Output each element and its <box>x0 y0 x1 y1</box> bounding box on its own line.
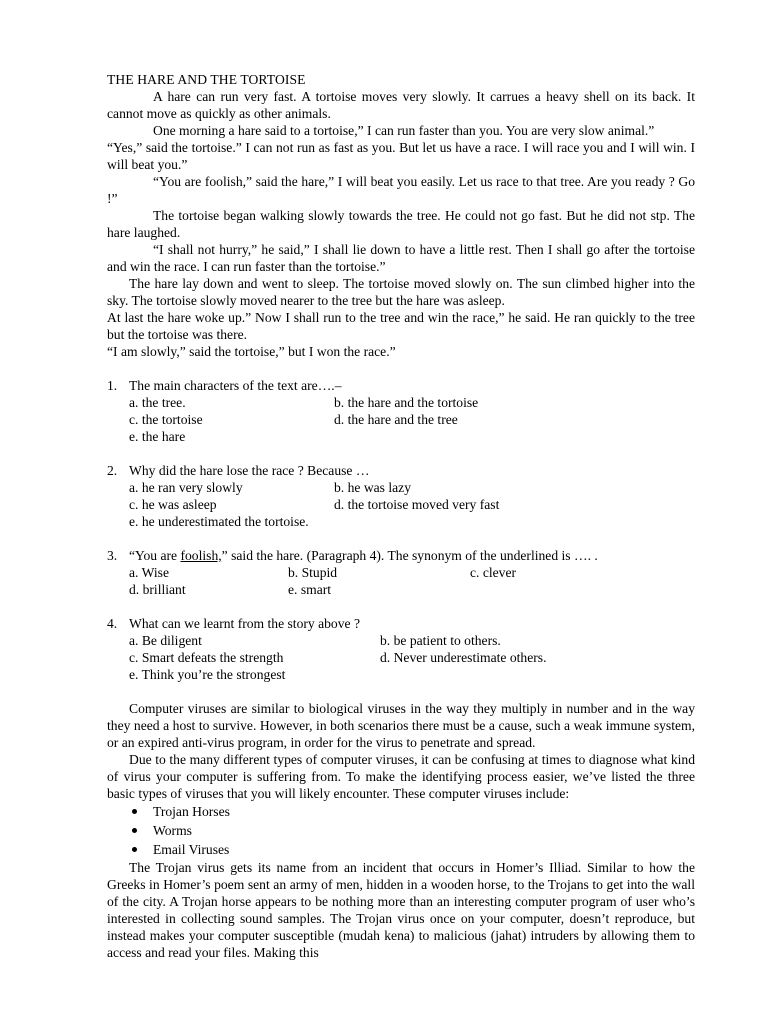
bullet-icon <box>132 847 137 852</box>
virus-paragraph: Due to the many different types of computer viruses, it can be confusing at times to diagnose what kind of virus your computer is suffering from. To make the identifying process easier, we’ve listed the three basic types of viruses that you will likely encounter. These computer viruses include: <box>107 752 695 801</box>
list-item <box>107 802 695 821</box>
underlined-word: foolish, <box>180 548 222 563</box>
question-number: 3. <box>107 548 118 563</box>
option-e: e. smart <box>288 582 332 597</box>
virus-paragraph: The Trojan virus gets its name from an incident that occurs in Homer’s Illiad. Similar to how the Greeks in Homer’s poem sent an army of men, hidden in a wooden horse, to the Trojans to get into the wall of the city. A Trojan horse appears to be nothing more than an interesting computer program of user who’s interested in collecting sound samples. The Trojan virus once on your computer, doesn’t reproduce, but instead makes your computer susceptible (mudah kena) to malicious (jahat) intruders by allowing them to access and read your files. Making this <box>107 860 695 960</box>
document-page <box>107 71 695 961</box>
question-3 <box>107 547 695 598</box>
answer-options <box>129 394 695 445</box>
story-title: THE HARE AND THE TORTOISE <box>107 72 306 87</box>
virus-type-list <box>107 802 695 859</box>
story-paragraph: “You are foolish,” said the hare,” I will beat you easily. Let us race to that tree. Are you ready ? Go !” <box>107 174 695 206</box>
option-d: d. the hare and the tree <box>334 412 458 427</box>
option-a: a. the tree. <box>129 395 186 410</box>
story-paragraph: A hare can run very fast. A tortoise moves very slowly. It carrues a heavy shell on its back. It cannot move as quickly as other animals. <box>107 89 695 121</box>
list-item <box>107 821 695 840</box>
option-d: d. the tortoise moved very fast <box>334 497 500 512</box>
story-paragraph: “I am slowly,” said the tortoise,” but I won the race.” <box>107 344 396 359</box>
bullet-icon <box>132 809 137 814</box>
story-paragraph: “Yes,” said the tortoise.” I can not run as fast as you. But let us have a race. I will race you and I will win. I will beat you.” <box>107 140 695 172</box>
option-c: c. he was asleep <box>129 497 217 512</box>
virus-paragraph: Computer viruses are similar to biological viruses in the way they multiply in number and in the way they need a host to survive. However, in both scenarios there must be a cause, such a weak immune system, or an expired anti-virus program, in order for the virus to penetrate and spread. <box>107 701 695 750</box>
question-text: Why did the hare lose the race ? Because … <box>129 463 370 478</box>
answer-options <box>129 564 695 598</box>
story-paragraph: At last the hare woke up.” Now I shall run to the tree and win the race,” he said. He ran quickly to the tree but the tortoise was there. <box>107 310 695 342</box>
option-a: a. he ran very slowly <box>129 480 243 495</box>
list-item-label: Email Viruses <box>153 842 230 857</box>
story-paragraph: The hare lay down and went to sleep. The tortoise moved slowly on. The sun climbed higher into the sky. The tortoise slowly moved nearer to the tree but the hare was asleep. <box>107 276 695 308</box>
option-a: a. Be diligent <box>129 633 202 648</box>
option-b: b. he was lazy <box>334 480 412 495</box>
question-number: 2. <box>107 463 118 478</box>
option-b: b. the hare and the tortoise <box>334 395 479 410</box>
option-c: c. clever <box>470 565 517 580</box>
question-text: The main characters of the text are….– <box>129 378 342 393</box>
option-e: e. the hare <box>129 429 186 444</box>
question-number: 1. <box>107 378 118 393</box>
option-c: c. the tortoise <box>129 412 203 427</box>
question-text-end: ” said the hare. (Paragraph 4). The synonym of the underlined is …. . <box>221 548 598 563</box>
story-paragraph: One morning a hare said to a tortoise,” I can run faster than you. You are very slow animal.” <box>153 123 655 138</box>
answer-options <box>129 479 695 530</box>
option-e: e. he underestimated the tortoise. <box>129 514 309 529</box>
list-item-label: Trojan Horses <box>153 804 230 819</box>
option-b: b. Stupid <box>288 565 338 580</box>
list-item-label: Worms <box>153 823 192 838</box>
question-number: 4. <box>107 616 118 631</box>
question-2 <box>107 462 695 530</box>
option-e: e. Think you’re the strongest <box>129 667 286 682</box>
bullet-icon <box>132 828 137 833</box>
question-4 <box>107 615 695 683</box>
option-b: b. be patient to others. <box>380 633 501 648</box>
story-paragraph: “I shall not hurry,” he said,” I shall lie down to have a little rest. Then I shall go after the tortoise and win the race. I can run faster than the tortoise.” <box>107 242 695 274</box>
answer-options <box>129 632 695 683</box>
question-text <box>129 547 695 564</box>
option-d: d. brilliant <box>129 582 186 597</box>
question-1 <box>107 377 695 445</box>
option-a: a. Wise <box>129 565 169 580</box>
question-text-start: “You are <box>129 548 181 563</box>
option-c: c. Smart defeats the strength <box>129 650 284 665</box>
option-d: d. Never underestimate others. <box>380 650 547 665</box>
question-text: What can we learnt from the story above ? <box>129 616 360 631</box>
list-item <box>107 840 695 859</box>
story-paragraph: The tortoise began walking slowly towards the tree. He could not go fast. But he did not stp. The hare laughed. <box>107 208 695 240</box>
